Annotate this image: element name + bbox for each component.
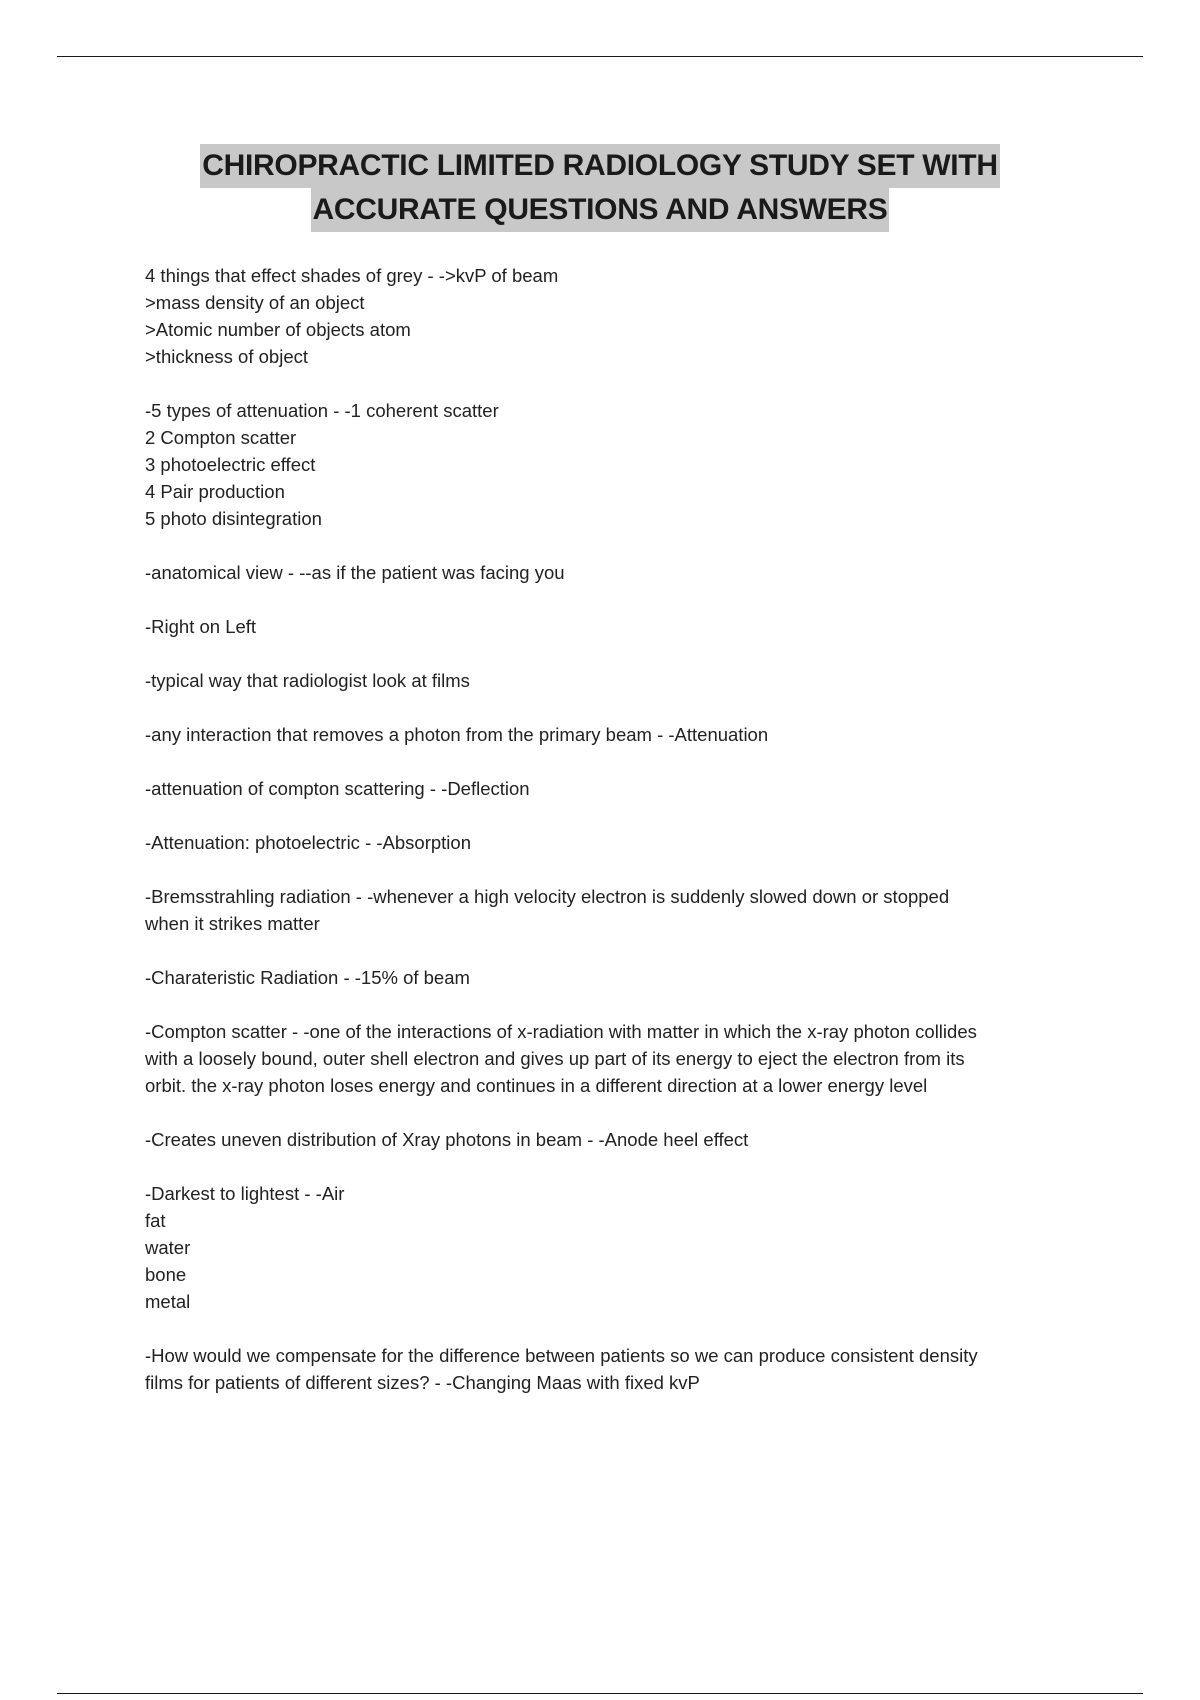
qa-entry-line: -Compton scatter - -one of the interactions of x-radiation with matter in which the x-ray photon collides — [145, 1021, 977, 1042]
qa-entry-line: -typical way that radiologist look at films — [145, 670, 470, 691]
qa-entry-line: 5 photo disintegration — [145, 508, 322, 529]
qa-entry-line: -5 types of attenuation - -1 coherent scatter — [145, 400, 499, 421]
qa-entry — [145, 883, 1085, 937]
qa-entry-line: >Atomic number of objects atom — [145, 319, 411, 340]
qa-entry-line: 4 things that effect shades of grey - ->kvP of beam — [145, 265, 559, 286]
qa-entry-line: -Bremsstrahling radiation - -whenever a high velocity electron is suddenly slowed down or stopped — [145, 886, 950, 907]
qa-entry — [145, 559, 1085, 586]
bottom-rule — [57, 1693, 1143, 1694]
qa-entry-line: water — [145, 1237, 191, 1258]
qa-entry — [145, 1342, 1085, 1396]
qa-entry-line: >mass density of an object — [145, 292, 365, 313]
document-title — [0, 144, 1200, 232]
qa-entry-line: films for patients of different sizes? - -Changing Maas with fixed kvP — [145, 1372, 700, 1393]
title-line-2: ACCURATE QUESTIONS AND ANSWERS — [311, 188, 890, 232]
title-line-1: CHIROPRACTIC LIMITED RADIOLOGY STUDY SET WITH — [200, 144, 999, 188]
qa-entry-line: -Charateristic Radiation - -15% of beam — [145, 967, 470, 988]
qa-entry — [145, 262, 1085, 370]
qa-entry-line: -How would we compensate for the difference between patients so we can produce consistent density — [145, 1345, 978, 1366]
qa-entry-line: when it strikes matter — [145, 913, 320, 934]
qa-entry — [145, 829, 1085, 856]
qa-entry-line: 4 Pair production — [145, 481, 285, 502]
qa-entry-line: 3 photoelectric effect — [145, 454, 316, 475]
qa-entry-line: -Right on Left — [145, 616, 257, 637]
qa-entry-line: -Attenuation: photoelectric - -Absorption — [145, 832, 471, 853]
qa-entry-line: -Creates uneven distribution of Xray photons in beam - -Anode heel effect — [145, 1129, 749, 1150]
qa-entry-line: bone — [145, 1264, 187, 1285]
qa-entry — [145, 667, 1085, 694]
qa-entry-line: -Darkest to lightest - -Air — [145, 1183, 345, 1204]
qa-entry-line: >thickness of object — [145, 346, 308, 367]
qa-entry-line: -attenuation of compton scattering - -Deflection — [145, 778, 530, 799]
qa-entry-line: 2 Compton scatter — [145, 427, 297, 448]
qa-entry-line: -any interaction that removes a photon from the primary beam - -Attenuation — [145, 724, 769, 745]
qa-entry — [145, 1180, 1085, 1315]
top-rule — [57, 56, 1143, 57]
qa-entry-line: orbit. the x-ray photon loses energy and continues in a different direction at a lower energy level — [145, 1075, 928, 1096]
qa-entry-line: fat — [145, 1210, 166, 1231]
qa-entry — [145, 1126, 1085, 1153]
qa-entry-line: with a loosely bound, outer shell electron and gives up part of its energy to eject the electron from its — [145, 1048, 965, 1069]
qa-entry — [145, 613, 1085, 640]
qa-entry — [145, 1018, 1085, 1099]
qa-entry-line: -anatomical view - --as if the patient was facing you — [145, 562, 565, 583]
qa-entry — [145, 721, 1085, 748]
qa-entry — [145, 775, 1085, 802]
study-set-body — [145, 262, 1085, 1423]
qa-entry — [145, 397, 1085, 532]
qa-entry — [145, 964, 1085, 991]
qa-entry-line: metal — [145, 1291, 191, 1312]
